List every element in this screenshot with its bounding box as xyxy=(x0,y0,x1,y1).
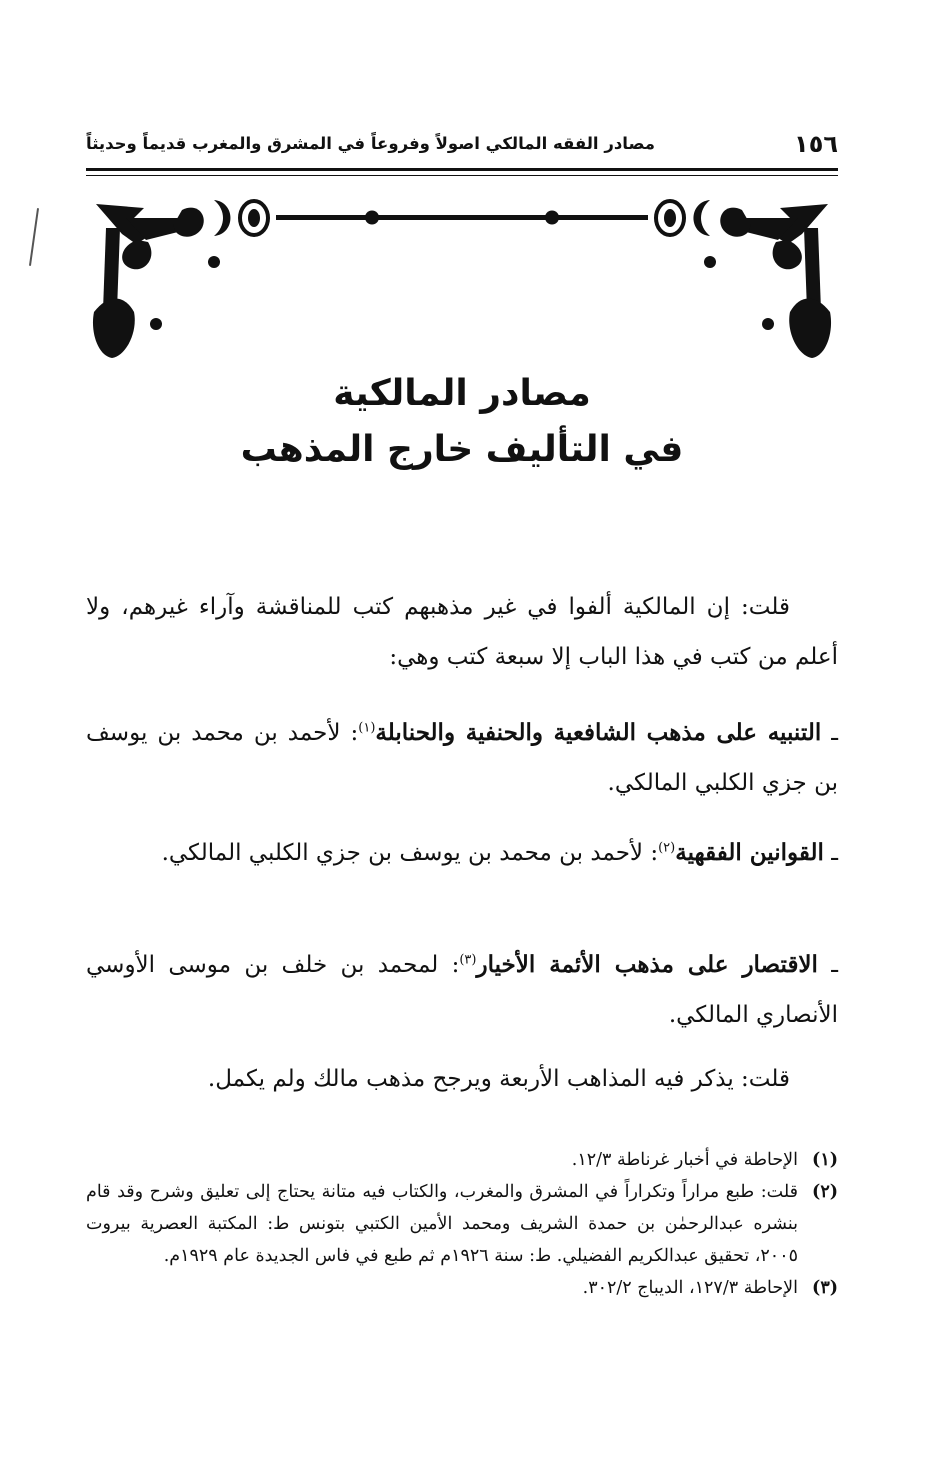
footnote-ref: (٣) xyxy=(459,952,477,968)
entry-dash: ـ xyxy=(823,840,838,866)
intro-paragraph: قلت: إن المالكية ألفوا في غير مذهبهم كتب للمناقشة وآراء غيرهم، ولا أعلم من كتب في هذا الباب إلا سبعة كتب وهي: xyxy=(86,594,838,670)
footnote-number: (١) xyxy=(812,1150,838,1170)
entry-item xyxy=(86,940,838,1040)
footnote-text: الإحاطة ١٢٧/٣، الديباج ٣٠٢/٢. xyxy=(582,1278,798,1298)
entry-dash: ـ xyxy=(817,952,839,978)
entry-title: التنبيه على مذهب الشافعية والحنفية والحنابلة xyxy=(375,719,822,746)
footnote-text: الإحاطة في أخبار غرناطة ١٢/٣. xyxy=(571,1150,798,1170)
entry-author: : لأحمد بن محمد بن يوسف بن جزي الكلبي المالكي. xyxy=(161,840,659,866)
chapter-title-line-1: مصادر المالكية xyxy=(333,373,591,414)
entry-dash: ـ xyxy=(821,720,838,746)
footnote xyxy=(86,1272,838,1304)
footnote-text: قلت: طبع مراراً وتكراراً في المشرق والمغرب، والكتاب فيه متانة يحتاج إلى تعليق وشرح وقد قام بنشره عبدالرحمٰن بن حمدة الشريف ومحمد الأمين الكتبي بتونس ط: المكتبة العصرية بيروت ٢٠٠٥، تحقيق عبدالكريم الفضيلي. ط: سنة ١٩٢٦م ثم طبع في فاس الجديدة عام ١٩٢٩م. xyxy=(86,1182,798,1266)
running-title: مصادر الفقه المالكي اصولاً وفروعاً في المشرق والمغرب قديماً وحديثاً xyxy=(86,134,655,153)
footnotes xyxy=(86,1144,838,1304)
footnote-ref: (١) xyxy=(358,720,376,736)
header-rule-thick xyxy=(86,168,838,171)
entry-item xyxy=(86,708,838,808)
closing-paragraph: قلت: يذكر فيه المذاهب الأربعة ويرجح مذهب مالك ولم يكمل. xyxy=(207,1066,790,1092)
chapter-title xyxy=(86,366,838,478)
footnote-ref: (٢) xyxy=(658,840,676,856)
footnote xyxy=(86,1144,838,1176)
running-header xyxy=(86,130,838,162)
page-number: ١٥٦ xyxy=(794,130,838,158)
entry-author: : لمحمد بن خلف بن موسى الأوسي الأنصاري المالكي. xyxy=(86,952,838,1028)
scan-mark xyxy=(29,208,39,266)
entry-title: القوانين الفقهية xyxy=(675,839,824,866)
footnote-number: (٣) xyxy=(812,1278,838,1298)
footnote-number: (٢) xyxy=(812,1182,838,1202)
decorative-ornament xyxy=(86,188,838,378)
header-rule-thin xyxy=(86,175,838,176)
footnote xyxy=(86,1176,838,1272)
entry-title: الاقتصار على مذهب الأئمة الأخيار xyxy=(476,951,818,978)
chapter-title-line-2: في التأليف خارج المذهب xyxy=(240,429,684,470)
entry-author: : لأحمد بن محمد بن يوسف بن جزي الكلبي المالكي. xyxy=(86,720,838,796)
entry-item xyxy=(86,828,838,878)
